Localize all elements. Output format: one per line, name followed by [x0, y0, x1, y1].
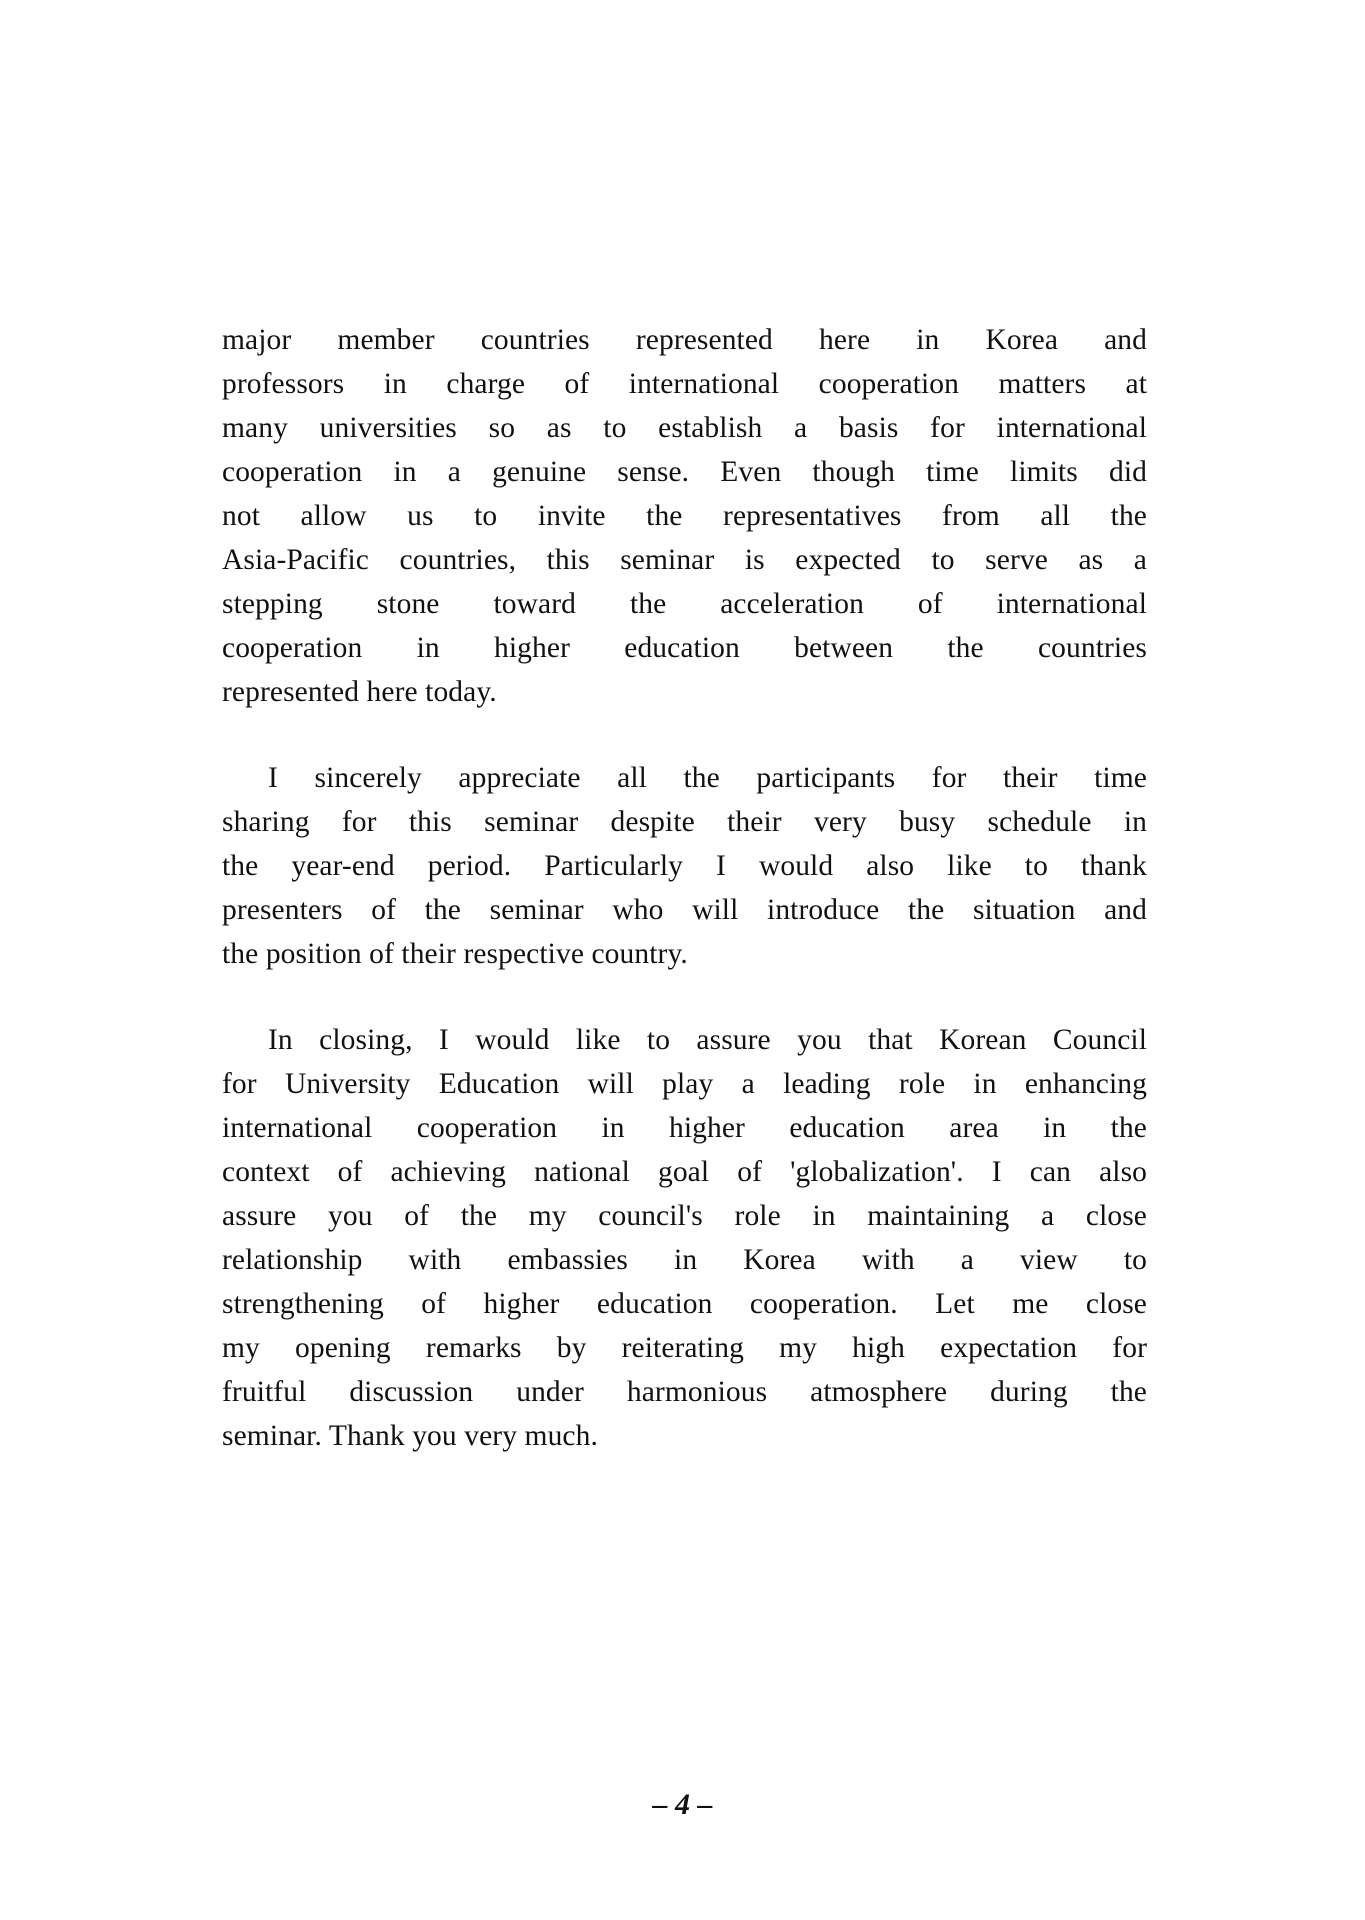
text-line: Asia-Pacific countries, this seminar is expected to serve as a: [222, 544, 1147, 576]
text-line: I sincerely appreciate all the participants for their time: [268, 762, 1147, 794]
text-line: international cooperation in higher education area in the: [222, 1112, 1147, 1144]
text-line: strengthening of higher education cooperation. Let me close: [222, 1288, 1147, 1320]
text-line: represented here today.: [222, 676, 497, 708]
text-line: cooperation in higher education between the countries: [222, 632, 1147, 664]
document-body: [222, 318, 1147, 1500]
text-line: major member countries represented here in Korea and: [222, 324, 1147, 356]
text-line: presenters of the seminar who will introduce the situation and: [222, 894, 1147, 926]
text-line: relationship with embassies in Korea with a view to: [222, 1244, 1147, 1276]
text-line: stepping stone toward the acceleration of international: [222, 588, 1147, 620]
text-line: my opening remarks by reiterating my high expectation for: [222, 1332, 1147, 1364]
text-line: context of achieving national goal of 'globalization'. I can also: [222, 1156, 1147, 1188]
paragraph-1: [222, 318, 1147, 714]
text-line: fruitful discussion under harmonious atmosphere during the: [222, 1376, 1147, 1408]
text-line: the year-end period. Particularly I would also like to thank: [222, 850, 1147, 882]
text-line: professors in charge of international cooperation matters at: [222, 368, 1147, 400]
paragraph-3: [222, 1018, 1147, 1458]
text-line: seminar. Thank you very much.: [222, 1420, 598, 1452]
text-line: the position of their respective country.: [222, 938, 688, 970]
text-line: not allow us to invite the representatives from all the: [222, 500, 1147, 532]
text-line: cooperation in a genuine sense. Even though time limits did: [222, 456, 1147, 488]
text-line: for University Education will play a leading role in enhancing: [222, 1068, 1147, 1100]
paragraph-2: [222, 756, 1147, 976]
text-line: sharing for this seminar despite their very busy schedule in: [222, 806, 1147, 838]
text-line: assure you of the my council's role in maintaining a close: [222, 1200, 1147, 1232]
text-line: many universities so as to establish a basis for international: [222, 412, 1147, 444]
text-line: In closing, I would like to assure you that Korean Council: [268, 1024, 1147, 1056]
page-number: – 4 –: [652, 1788, 713, 1821]
